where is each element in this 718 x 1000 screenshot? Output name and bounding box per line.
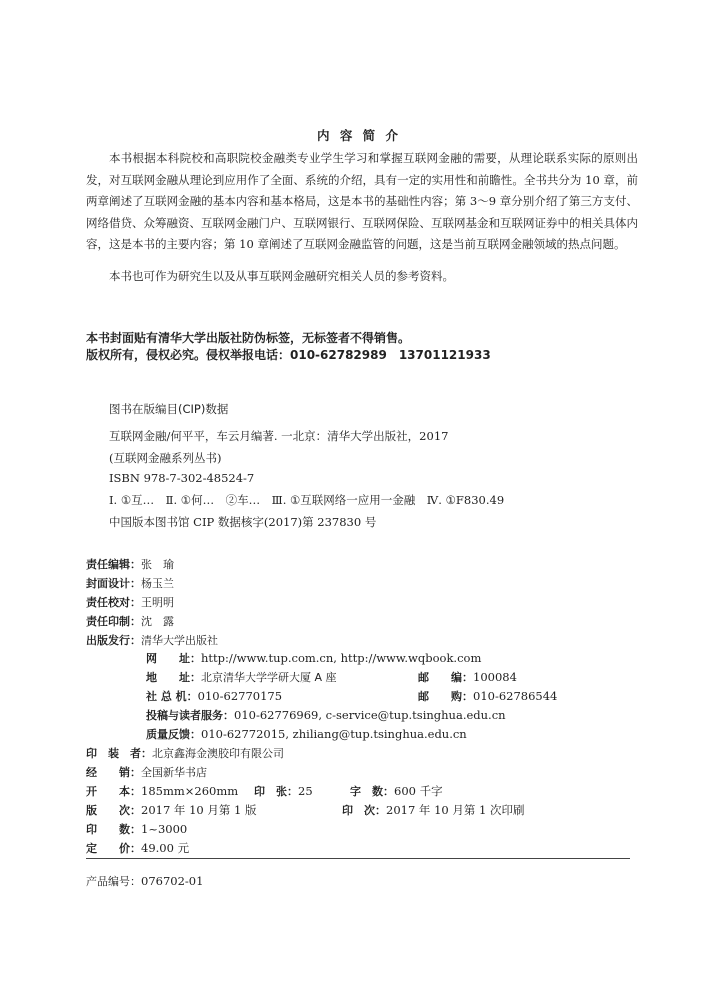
credit-address-label: 地 址： <box>146 671 201 684</box>
credit-printer-label: 印 装 者： <box>86 747 152 760</box>
credit-cover <box>86 574 174 593</box>
anti-counterfeit-notice: 本书封面贴有清华大学出版社防伪标签，无标签者不得销售。 <box>86 331 411 345</box>
credit-zip-value: 100084 <box>473 670 517 684</box>
credit-printer-value: 北京鑫海金澳胶印有限公司 <box>152 747 284 760</box>
credit-quality-label: 质量反馈： <box>146 728 201 741</box>
credit-words <box>350 782 443 801</box>
credit-publisher-label: 出版发行： <box>86 634 141 647</box>
credit-editor-value: 张 瑜 <box>141 558 174 571</box>
credit-mail-order-label: 邮 购： <box>418 690 473 703</box>
credit-copies-label: 印 数： <box>86 823 141 836</box>
separator-rule <box>86 858 630 859</box>
credit-submission-value: 010-62776969, c-service@tup.tsinghua.edu.cn <box>234 708 506 722</box>
credit-web-value: http://www.tup.com.cn, http://www.wqbook.com <box>201 651 482 665</box>
product-code <box>86 872 203 891</box>
credit-publisher <box>86 631 218 650</box>
credit-print <box>86 612 174 631</box>
summary-paragraph-1: 本书根据本科院校和高职院校金融类专业学生学习和掌握互联网金融的需要，从理论联系实际的原则出发，对互联网金融从理论到应用作了全面、系统的介绍，具有一定的实用性和前瞻性。全书共分为 10 章，前两章阐述了互联网金融的基本内容和基本格局，这是本书的基础性内容；第 3～9 章分别介绍了第三方支付、网络借贷、众筹融资、互联网金融门户、互联网银行、互联网保险、互联网基金和互联网证券中的相关具体内容，这是本书的主要内容；第 10 章阐述了互联网金融监管的问题，这是当前互联网金融领域的热点问题。 <box>86 151 638 251</box>
credit-edition-value: 2017 年 10 月第 1 版 <box>141 803 257 817</box>
credit-words-label: 字 数： <box>350 785 394 798</box>
credit-impression <box>342 801 525 820</box>
credit-sheets-label: 印 张： <box>254 785 298 798</box>
summary-title: 内 容 简 介 <box>316 128 402 143</box>
credit-format-value: 185mm×260mm <box>141 784 239 798</box>
credit-price-label: 定 价： <box>86 842 141 855</box>
cip-line-classification: Ⅰ. ①互… Ⅱ. ①何… ②车… Ⅲ. ①互联网络一应用一金融 Ⅳ. ①F830.49 <box>109 493 505 507</box>
credit-address <box>146 668 337 687</box>
credit-quality <box>146 725 467 744</box>
credit-format-label: 开 本： <box>86 785 141 798</box>
credit-print-label: 责任印制： <box>86 615 141 628</box>
credit-format <box>86 782 238 801</box>
credit-submission <box>146 706 506 725</box>
credit-proof <box>86 593 174 612</box>
credit-copies <box>86 820 187 839</box>
credit-web <box>146 649 481 668</box>
credit-cover-value: 杨玉兰 <box>141 577 174 590</box>
credit-printer <box>86 744 284 763</box>
credit-distributor-value: 全国新华书店 <box>141 766 207 779</box>
credit-edition <box>86 801 257 820</box>
credit-switchboard-label: 社 总 机： <box>146 690 198 703</box>
credit-copies-value: 1~3000 <box>141 822 188 836</box>
credit-quality-value: 010-62772015, zhiliang@tup.tsinghua.edu.cn <box>201 727 467 741</box>
product-code-label: 产品编号： <box>86 875 141 888</box>
cip-heading: 图书在版编目(CIP)数据 <box>109 402 229 416</box>
credit-impression-value: 2017 年 10 月第 1 次印刷 <box>386 803 525 817</box>
cip-line-record: 中国版本图书馆 CIP 数据核字(2017)第 237830 号 <box>109 515 377 529</box>
credit-price <box>86 839 189 858</box>
credit-switchboard <box>146 687 282 706</box>
credit-cover-label: 封面设计： <box>86 577 141 590</box>
credit-price-value: 49.00 元 <box>141 841 190 855</box>
credit-editor <box>86 555 174 574</box>
credit-zip <box>418 668 517 687</box>
credit-words-value: 600 千字 <box>394 784 443 798</box>
credit-sheets <box>254 782 313 801</box>
credit-sheets-value: 25 <box>298 784 313 798</box>
cip-line-title: 互联网金融/何平平，车云月编著. 一北京：清华大学出版社，2017 <box>109 429 449 443</box>
cip-line-series: (互联网金融系列丛书) <box>109 451 222 465</box>
credit-proof-label: 责任校对： <box>86 596 141 609</box>
credit-print-value: 沈 露 <box>141 615 174 628</box>
cip-line-isbn: ISBN 978-7-302-48524-7 <box>109 471 255 485</box>
credit-publisher-value: 清华大学出版社 <box>141 634 218 647</box>
credit-web-label: 网 址： <box>146 652 201 665</box>
credit-edition-label: 版 次： <box>86 804 141 817</box>
credit-distributor-label: 经 销： <box>86 766 141 779</box>
credit-distributor <box>86 763 207 782</box>
credit-zip-label: 邮 编： <box>418 671 473 684</box>
credit-impression-label: 印 次： <box>342 804 386 817</box>
copyright-notice: 版权所有，侵权必究。侵权举报电话：010-62782989 13701121933 <box>86 348 491 362</box>
credit-mail-order <box>418 687 557 706</box>
credit-address-value: 北京清华大学学研大厦 A 座 <box>201 671 337 684</box>
credit-switchboard-value: 010-62770175 <box>197 689 283 703</box>
credit-mail-order-value: 010-62786544 <box>473 689 558 703</box>
credit-editor-label: 责任编辑： <box>86 558 141 571</box>
credit-submission-label: 投稿与读者服务： <box>146 709 234 722</box>
product-code-value: 076702-01 <box>141 874 204 888</box>
credit-proof-value: 王明明 <box>141 596 174 609</box>
summary-paragraph-2: 本书也可作为研究生以及从事互联网金融研究相关人员的参考资料。 <box>109 269 454 283</box>
